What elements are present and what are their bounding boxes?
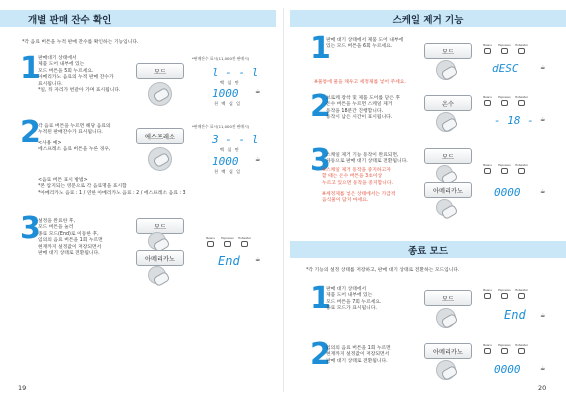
status-indicators (482, 95, 527, 106)
right-step3-warning2: ※세정제를 넣은 상태에서는 가급적 음식물이 담지 마세요. (322, 192, 396, 204)
place-label-top: 백 십 만 (220, 147, 240, 152)
hotwater-indicator: Hotwater (516, 43, 527, 54)
descale-display: dESC (492, 62, 519, 75)
espresso-indicator: Espresso (499, 343, 510, 354)
mode-button[interactable]: 모드 (136, 63, 184, 79)
sales-count-note: *판매잔수 표시(11,000잔 판매시) (192, 56, 250, 61)
end-mode-title: 종료 모드 (407, 245, 448, 257)
right-step1-warning: ※물통에 물을 채우고 세정제를 넣어 주세요. (314, 80, 406, 85)
cup-icon: ☕ (540, 365, 546, 372)
mode-button[interactable]: 모드 (136, 218, 184, 234)
mode-button[interactable]: 모드 (424, 290, 472, 306)
sales-count-note: *판매잔수 표시(11,000잔 판매시) (192, 124, 250, 129)
left-intro: *각 음료 버튼을 누적 판매 잔수를 확인하는 기능입니다. (22, 40, 139, 45)
page-number-left: 19 (18, 384, 27, 392)
hotwater-indicator: Hotwater (239, 236, 250, 247)
pointing-hand-icon (148, 232, 166, 250)
pointing-hand-icon (436, 360, 456, 380)
right-step2-text: 브로케 장착 및 제품 도어를 닫은 후 온수 버튼을 누르면 스케일 제거 동작을 18분간 진행합니다. 동작시 남은 시간이 표시됩니다. (326, 96, 401, 121)
right-step3-text: 스케일 제거 기능 동작이 완료되면, 자동으로 판매 대기 상태로 전환됩니다. (326, 153, 408, 165)
cup-icon: ☕ (255, 256, 261, 263)
pointing-hand-icon (436, 60, 456, 80)
page-divider (283, 8, 284, 392)
timer-display: - 18 - (494, 114, 534, 127)
end-step1-text: 판매 대기 상태에서 제품 도어 내부에 있는 모드 버튼을 7회 누르세요. 종료 모드가 표시됩니다. (326, 287, 382, 312)
segment-display-top: 3 - - l (212, 133, 259, 146)
right-page-title: 스케일 제거 기능 (392, 14, 464, 26)
americano-button[interactable]: 아메리카노 (424, 343, 472, 359)
right-title-bar (290, 10, 566, 27)
left-step1-text: 판매대기 상태에서 제품 도어 내부에 있는 모드 버튼을 5회 누르세요. 아메리카노 음료의 누적 판매 잔수가 표시됩니다. *일, 뒤 자리가 번갈아 가며 표시됩니다. (38, 56, 121, 94)
left-step2-number: 2 (20, 115, 41, 150)
end-mode-intro: *각 기능의 설정 상태를 저장하고, 판매 대기 상태로 전환하는 모드입니다. (306, 268, 460, 273)
pointing-hand-icon (148, 266, 166, 284)
hotwater-indicator: Hotwater (516, 95, 527, 106)
right-step3-warning: ※스케일 제거 동작을 중지하고자 할 때는 온수 버튼을 3초이상 누르고 있으면 동작을 중지합니다. (322, 168, 393, 186)
end-mode-title-bar (290, 241, 566, 258)
place-label-top: 백 십 만 (220, 80, 240, 85)
left-step3-text: 설정을 완료한 후, 모드 버튼을 눌러 종료 모드(End)로 이동한 후, 임의의 음료 버튼을 1회 누르면 현재까지 설정값이 저장되면서 판매 대기 상태로 전환됩니다. (38, 219, 103, 257)
segment-display-bottom: 1000 (212, 155, 239, 168)
americano-button[interactable]: 아메리카노 (424, 182, 472, 198)
cup-icon: ☕ (540, 188, 546, 195)
left-page-title: 개별 판매 잔수 확인 (28, 14, 112, 26)
espresso-indicator: Espresso (499, 43, 510, 54)
hotwater-indicator: Hotwater (516, 163, 527, 174)
beans-indicator: Beans (482, 43, 493, 54)
cup-icon: ☕ (255, 156, 261, 163)
right-step1-text: 판매 대기 상태에서 제품 도어 내부에 있는 모드 버튼을 6회 누르세요. (326, 38, 404, 50)
end-display: End (504, 308, 526, 322)
left-title-bar (0, 10, 276, 27)
hotwater-indicator: Hotwater (516, 288, 527, 299)
espresso-indicator: Espresso (499, 95, 510, 106)
place-label-bottom: 천 백 십 일 (214, 101, 242, 106)
pointing-hand-icon (148, 82, 172, 106)
left-step3-number: 3 (20, 211, 41, 246)
status-indicators (482, 43, 527, 54)
status-indicators (482, 163, 527, 174)
hot-water-button[interactable]: 온수 (424, 95, 472, 111)
pointing-hand-icon (436, 112, 456, 132)
left-step1-number: 1 (20, 51, 41, 86)
beans-indicator: Beans (205, 236, 216, 247)
right-step3-number: 3 (310, 143, 331, 178)
espresso-indicator: Espresso (499, 288, 510, 299)
segment-display-bottom: 1000 (212, 87, 239, 100)
status-indicators (482, 343, 527, 354)
espresso-button[interactable]: 에스프레소 (136, 128, 184, 144)
pointing-hand-icon (436, 308, 456, 328)
standby-display: 0000 (494, 186, 521, 199)
beans-indicator: Beans (482, 163, 493, 174)
end-step2-number: 2 (310, 337, 331, 372)
right-step1-number: 1 (310, 31, 331, 66)
americano-button[interactable]: 아메리카노 (136, 250, 184, 266)
pointing-hand-icon (436, 165, 453, 182)
beans-indicator: Beans (482, 288, 493, 299)
place-label-bottom: 천 백 십 일 (214, 169, 242, 174)
hotwater-indicator: Hotwater (516, 343, 527, 354)
segment-display-top: l - - l (212, 66, 259, 79)
espresso-indicator: Espresso (222, 236, 233, 247)
mode-button[interactable]: 모드 (424, 148, 472, 164)
cup-icon: ☕ (255, 88, 261, 95)
status-indicators (205, 236, 250, 247)
cup-icon: ☕ (540, 312, 546, 319)
end-display: End (218, 254, 240, 268)
status-indicators (482, 288, 527, 299)
beans-indicator: Beans (482, 95, 493, 106)
right-step2-number: 2 (310, 89, 331, 124)
pointing-hand-icon (436, 199, 453, 216)
beans-indicator: Beans (482, 343, 493, 354)
cup-icon: ☕ (540, 116, 546, 123)
end-step1-number: 1 (310, 281, 331, 316)
cup-icon: ☕ (540, 64, 546, 71)
espresso-indicator: Espresso (499, 163, 510, 174)
end-step2-text: 임의의 음료 버튼을 1회 누르면 현재까지 설정값이 저장되면서 판매 대기 상태로 전환됩니다. (326, 346, 391, 364)
left-step2-text: 각 음료 버튼을 누르면 해당 음료의 누적된 판매잔수가 표시됩니다. <사용 예> 에스프레소 음료 버튼을 누른 경우, (38, 124, 111, 153)
mode-button[interactable]: 모드 (424, 43, 472, 59)
pointing-hand-icon (148, 147, 172, 171)
standby-display: 0000 (494, 363, 521, 376)
left-step2-method: <음료 버튼 표시 방법> *본 압지되는 영문으로 각 음료명을 표시함 *아메리카노 음료 : 1 / 연한 아메리카노 음료 : 2 / 에스프레소 음료 : 3 (38, 178, 186, 196)
page-number-right: 20 (538, 384, 547, 392)
